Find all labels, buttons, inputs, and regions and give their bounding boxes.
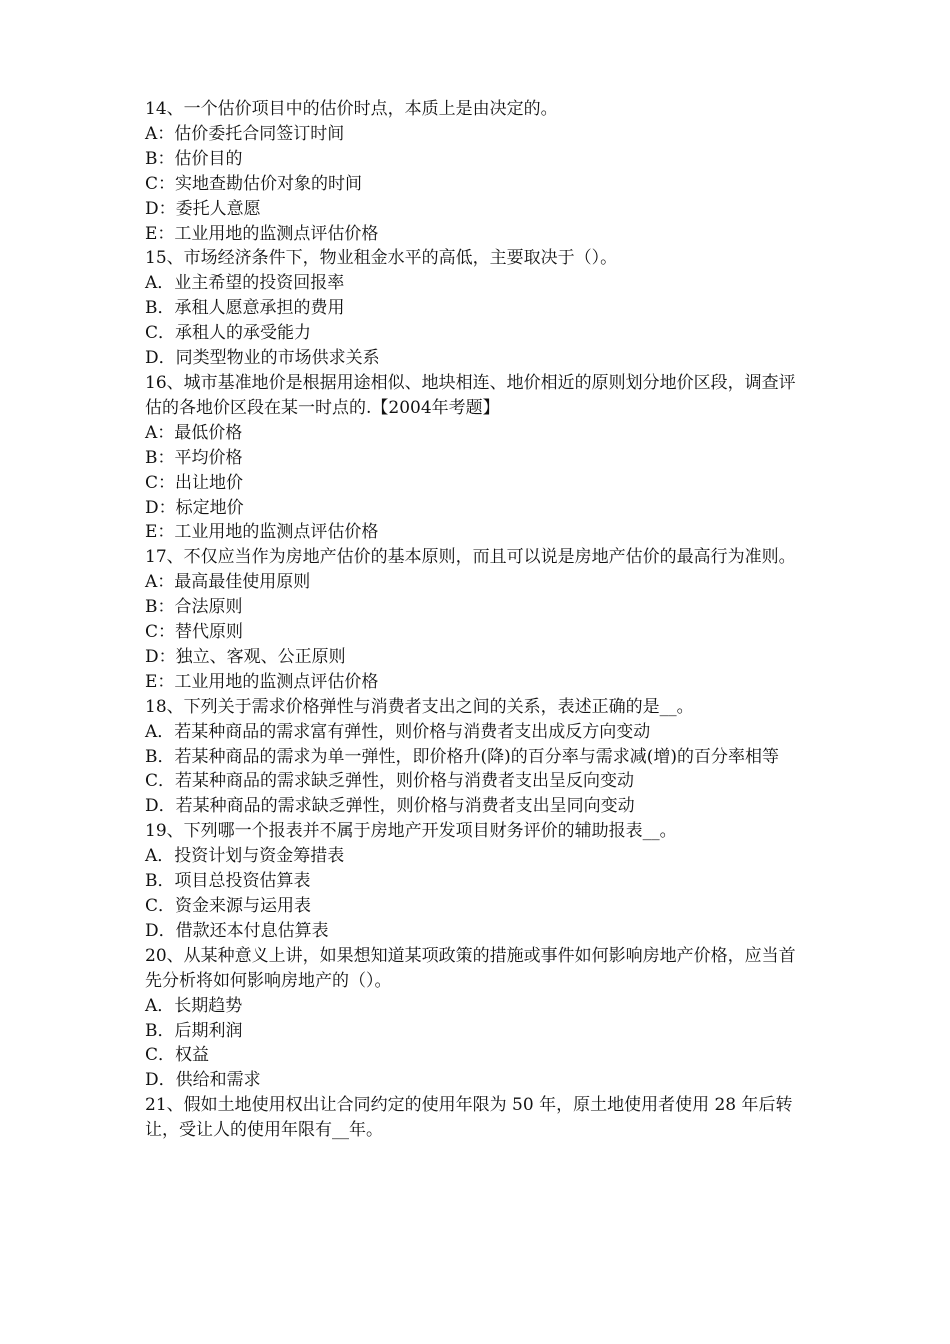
option-c: C：出让地价 [145, 472, 244, 493]
option-e: E：工业用地的监测点评估价格 [145, 671, 379, 692]
option-c: C．权益 [145, 1045, 210, 1066]
option-a: A．长期趋势 [145, 995, 243, 1016]
question-14 [145, 97, 810, 246]
option-d: D：独立、客观、公正原则 [145, 646, 346, 667]
option-c: C．资金来源与运用表 [145, 896, 312, 916]
option-b: B．后期利润 [145, 1020, 243, 1041]
option-e: E：工业用地的监测点评估价格 [145, 223, 379, 244]
option-b: B：估价目的 [145, 148, 243, 169]
question-stem: 20、从某种意义上讲，如果想知道某项政策的措施或事件如何影响房地产价格，应当首先分析将如何影响房地产的（）。 [145, 945, 796, 991]
option-d: D．同类型物业的市场供求关系 [145, 348, 380, 369]
document-page [145, 97, 810, 1143]
option-c: C：替代原则 [145, 622, 244, 643]
option-d: D．供给和需求 [145, 1070, 261, 1091]
option-d: D：标定地价 [145, 497, 244, 518]
question-18 [145, 695, 810, 820]
question-stem: 19、下列哪一个报表并不属于房地产开发项目财务评价的辅助报表__。 [145, 821, 677, 842]
question-19 [145, 819, 810, 944]
option-d: D：委托人意愿 [145, 198, 261, 219]
option-a: A：最低价格 [145, 422, 243, 443]
question-17 [145, 545, 810, 694]
option-a: A．若某种商品的需求富有弹性，则价格与消费者支出成反方向变动 [145, 721, 651, 742]
question-stem: 18、下列关于需求价格弹性与消费者支出之间的关系，表述正确的是__。 [145, 696, 694, 717]
option-a: A．投资计划与资金筹措表 [145, 846, 345, 867]
question-stem: 16、城市基准地价是根据用途相似、地块相连、地价相近的原则划分地价区段，调查评估的各地价区段在某一时点的.【2004年考题】 [145, 372, 796, 418]
question-20 [145, 944, 810, 1093]
option-a: A：最高最佳使用原则 [145, 572, 311, 593]
option-c: C：实地查勘估价对象的时间 [145, 173, 363, 194]
option-d: D．借款还本付息估算表 [145, 920, 329, 941]
question-stem: 15、市场经济条件下，物业租金水平的高低，主要取决于（）。 [145, 248, 618, 269]
option-d: D．若某种商品的需求缺乏弹性，则价格与消费者支出呈同向变动 [145, 796, 635, 817]
option-a: A．业主希望的投资回报率 [145, 273, 345, 294]
question-stem: 21、假如土地使用权出让合同约定的使用年限为 50 年，原土地使用者使用 28 年后转让，受让人的使用年限有__年。 [145, 1095, 793, 1141]
option-c: C．若某种商品的需求缺乏弹性，则价格与消费者支出呈反向变动 [145, 771, 635, 792]
option-b: B．承租人愿意承担的费用 [145, 298, 345, 319]
question-16 [145, 371, 810, 545]
option-b: B：平均价格 [145, 447, 243, 468]
option-b: B．项目总投资估算表 [145, 871, 311, 892]
option-b: B：合法原则 [145, 597, 243, 618]
question-21 [145, 1093, 810, 1143]
option-c: C．承租人的承受能力 [145, 323, 312, 344]
question-15 [145, 246, 810, 371]
option-a: A：估价委托合同签订时间 [145, 123, 345, 144]
option-b: B．若某种商品的需求为单一弹性，即价格升(降)的百分率与需求减(增)的百分率相等 [145, 746, 780, 767]
question-stem: 14、一个估价项目中的估价时点，本质上是由决定的。 [145, 99, 558, 119]
question-stem: 17、不仅应当作为房地产估价的基本原则，而且可以说是房地产估价的最高行为准则。 [145, 547, 796, 568]
option-e: E：工业用地的监测点评估价格 [145, 522, 379, 543]
